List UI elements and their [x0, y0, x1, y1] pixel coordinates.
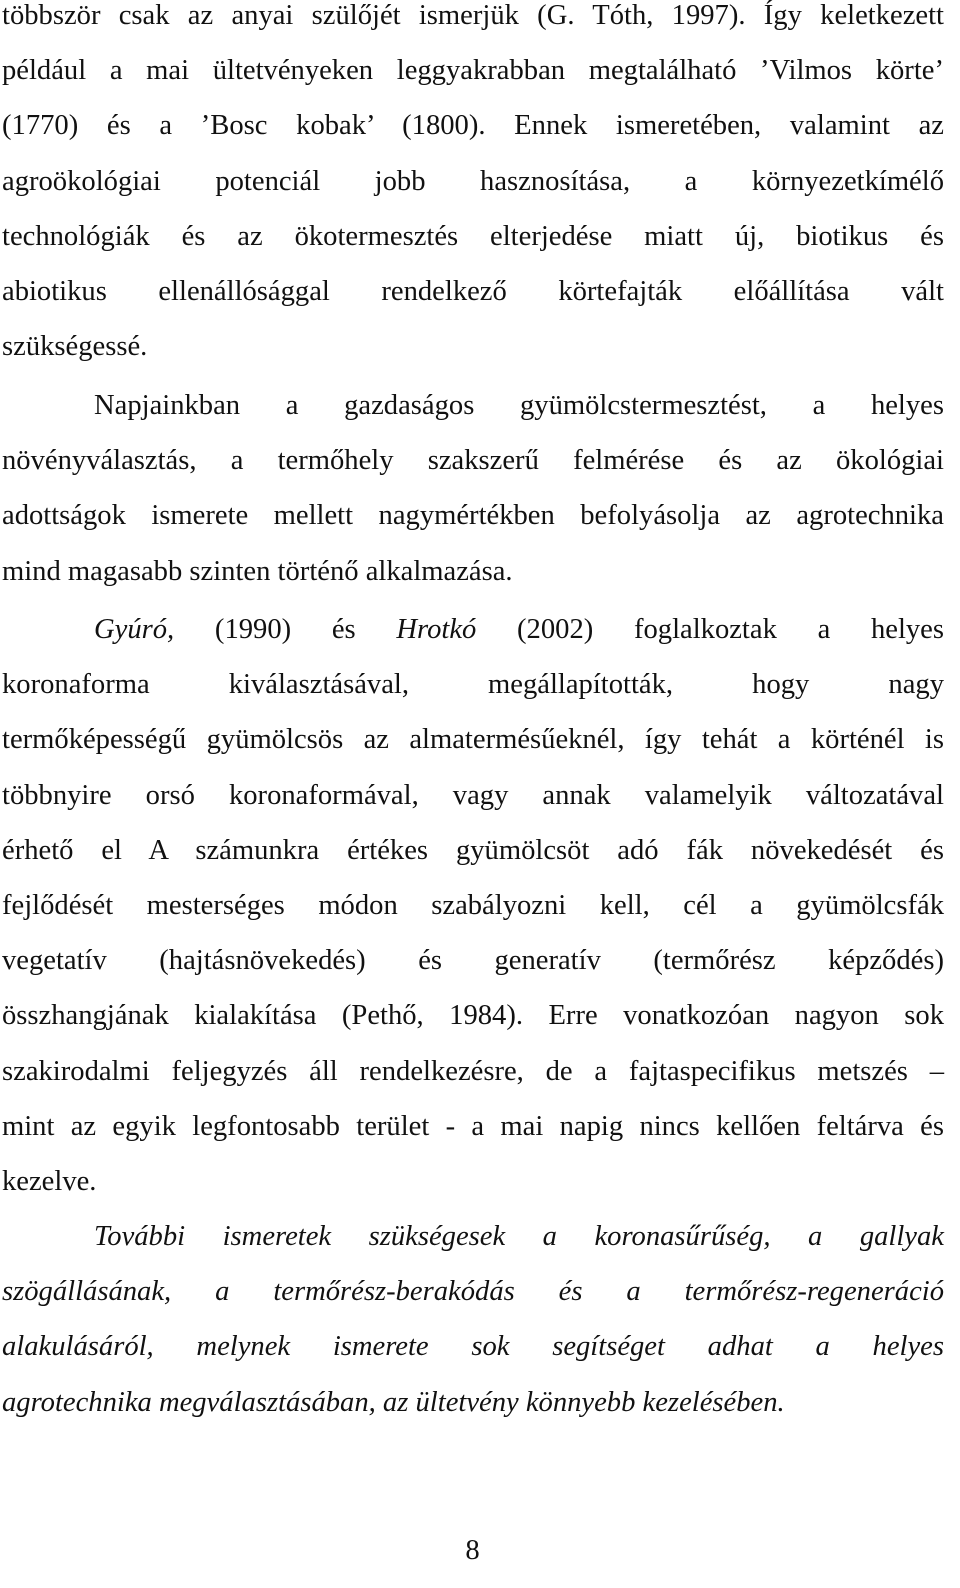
text-line: többször csak az anyai szülőjét ismerjük (G. Tóth, 1997). Így keletkezett [2, 0, 944, 31]
text-line: agrotechnika megválasztásában, az ültetvény könnyebb kezelésében. [2, 1386, 785, 1418]
page-number: 8 [465, 1535, 480, 1566]
text-line: termőképességű gyümölcsös az almatermésűeknél, így tehát a körténél is [2, 724, 944, 756]
text-line [2, 602, 944, 657]
text-line: összhangjának kialakítása (Pethő, 1984). Erre vonatkozóan nagyon sok [2, 1000, 944, 1032]
text-line: agroökológiai potenciál jobb hasznosítása, a környezetkímélő [2, 165, 944, 197]
text-line: vegetatív (hajtásnövekedés) és generatív (termőrész képződés) [2, 945, 944, 977]
text-line: fejlődését mesterséges módon szabályozni kell, cél a gyümölcsfák [2, 889, 944, 921]
paragraph-2 [2, 378, 944, 599]
author-citation: Gyúró, [94, 614, 175, 645]
text-line: szakirodalmi feljegyzés áll rendelkezésre, de a fajtaspecifikus metszés – [2, 1055, 944, 1087]
text-line: alakulásáról, melynek ismerete sok segítséget adhat a helyes [2, 1331, 944, 1363]
paragraph-1 [2, 0, 944, 374]
text-line: technológiák és az ökotermesztés elterjedése miatt új, biotikus és [2, 220, 944, 252]
author-citation: Hrotkó [396, 614, 477, 645]
text-line: További ismeretek szükségesek a koronasűrűség, a gallyak [94, 1221, 944, 1252]
text-line: kezelve. [2, 1165, 97, 1197]
text-line: koronaforma kiválasztásával, megállapították, hogy nagy [2, 669, 944, 701]
text-line: mint az egyik legfontosabb terület - a mai napig nincs kellően feltárva és [2, 1110, 944, 1142]
text-line: (1770) és a ’Bosc kobak’ (1800). Ennek ismeretében, valamint az [2, 110, 944, 142]
paragraph-4 [2, 1209, 944, 1430]
text-fragment: (2002) foglalkoztak a helyes [476, 614, 945, 645]
text-line: adottságok ismerete mellett nagymértékben befolyásolja az agrotechnika [2, 500, 944, 532]
text-fragment: (1990) és [174, 614, 397, 645]
text-line: többnyire orsó koronaformával, vagy annak valamelyik változatával [2, 779, 944, 811]
text-line: szükségessé. [2, 331, 148, 363]
text-line: abiotikus ellenállósággal rendelkező körtefajták előállítása vált [2, 275, 944, 307]
text-line: Napjainkban a gazdaságos gyümölcstermesztést, a helyes [94, 390, 944, 421]
text-line: szögállásának, a termőrész-berakódás és a termőrész-regeneráció [2, 1276, 944, 1308]
text-line: például a mai ültetvényeken leggyakrabban megtalálható ’Vilmos körte’ [2, 55, 944, 87]
text-line: érhető el A számunkra értékes gyümölcsöt adó fák növekedését és [2, 834, 944, 866]
text-line: mind magasabb szinten történő alkalmazása. [2, 555, 513, 587]
paragraph-3 [2, 602, 944, 1209]
text-line: növényválasztás, a termőhely szakszerű felmérése és az ökológiai [2, 445, 944, 477]
